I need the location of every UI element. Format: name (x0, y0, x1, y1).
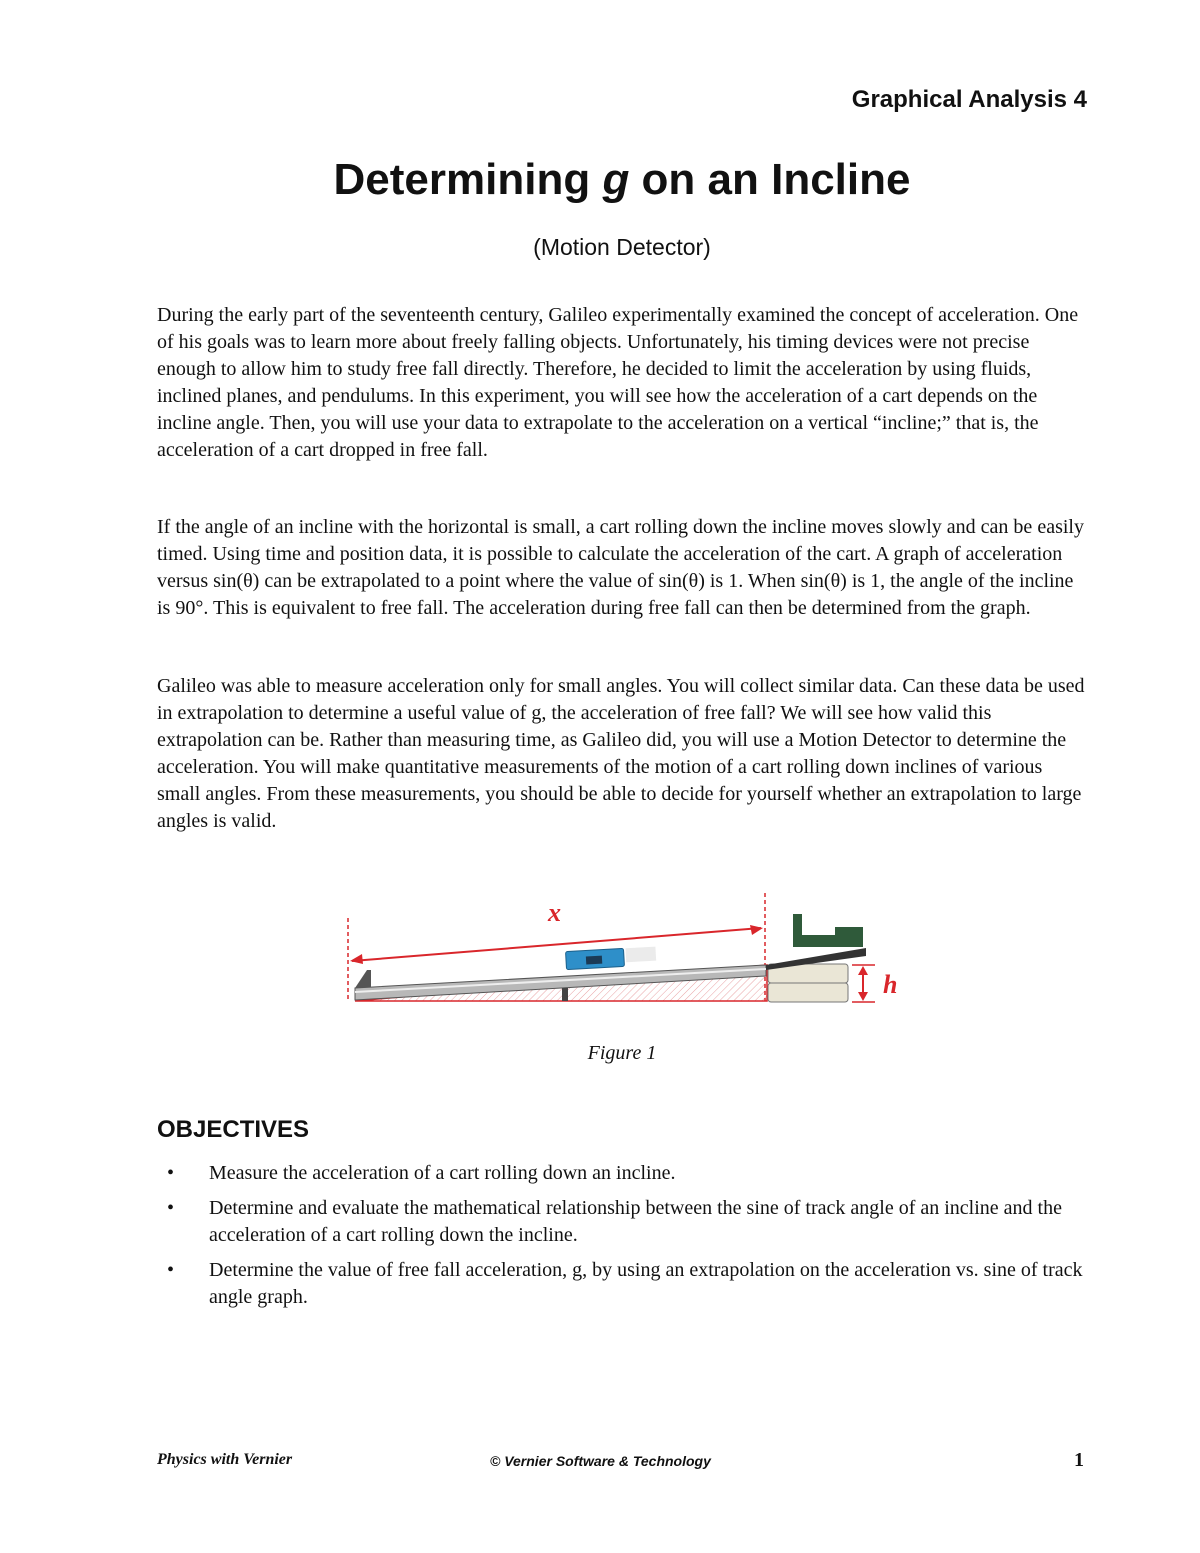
page-subtitle: (Motion Detector) (533, 234, 711, 260)
intro-paragraph-3: Galileo was able to measure acceleration only for small angles. You will collect similar data. Can these data be used in extrapolation to determine a useful value of g, the acceleration of free fall? We will see how valid this extrapolation can be. Rather than measuring time, as Galileo did, you will use a Motion Detector to determine the acceleration. You will make quantitative measurements of the motion of a cart rolling down inclines of various small angles. From these measurements, you should be able to decide for yourself whether an extrapolation to large angles is valid. (157, 675, 1085, 832)
header-series-title: Graphical Analysis 4 (851, 86, 1087, 113)
objective-item (157, 1195, 1087, 1249)
x-arrowhead-right (750, 925, 763, 935)
bullet-icon: • (167, 1259, 175, 1281)
objective-text: Measure the acceleration of a cart rolling down an incline. (209, 1162, 676, 1184)
objective-text: Determine the value of free fall acceleration, g, by using an extrapolation on the acceleration vs. sine of track angle graph. (209, 1259, 1083, 1308)
footer-copyright: © Vernier Software & Technology (490, 1453, 711, 1469)
x-label: x (548, 898, 561, 927)
objective-item (157, 1257, 1087, 1311)
footer-book-title: Physics with Vernier (157, 1451, 293, 1468)
bullet-icon: • (167, 1162, 175, 1184)
incline-figure (330, 888, 920, 1018)
title-italic-g: g (602, 155, 630, 204)
figure-caption: Figure 1 (587, 1042, 657, 1064)
x-measure-arrow (352, 928, 761, 961)
objectives-heading: OBJECTIVES (157, 1116, 310, 1143)
title-before: Determining (333, 155, 603, 204)
intro-paragraph-2: If the angle of an incline with the horizontal is small, a cart rolling down the incline moves slowly and can be easily timed. Using time and position data, it is possible to calculate the acceleration of the cart. A graph of acceleration versus sin(θ) can be extrapolated to a point where the value of sin(θ) is 1. When sin(θ) is 1, the angle of the incline is 90°. This is equivalent to free fall. The acceleration during free fall can then be determined from the graph. (157, 516, 1084, 619)
objective-item (157, 1160, 1087, 1187)
page-title (0, 155, 1200, 205)
objectives-list (157, 1160, 1087, 1319)
objective-text: Determine and evaluate the mathematical relationship between the sine of track angle of an incline and the acceleration of a cart rolling down the incline. (209, 1197, 1062, 1246)
footer-page-number: 1 (1074, 1449, 1084, 1471)
x-arrowhead-left (350, 954, 363, 964)
title-after: on an Incline (629, 155, 911, 204)
h-label: h (883, 970, 898, 999)
books-bottom (768, 983, 848, 1002)
end-stop (355, 970, 371, 988)
intro-paragraph-1: During the early part of the seventeenth century, Galileo experimentally examined the concept of acceleration. One of his goals was to learn more about freely falling objects. Unfortunately, his timing devices were not precise enough to allow him to study free fall directly. Therefore, he decided to limit the acceleration by using fluids, inclined planes, and pendulums. In this experiment, you will see how the acceleration of a cart depends on the incline angle. Then, you will use your data to extrapolate to the acceleration on a vertical “incline;” that is, the acceleration of a cart dropped in free fall. (157, 304, 1079, 461)
track-foot (562, 988, 568, 1001)
bullet-icon: • (167, 1197, 175, 1219)
